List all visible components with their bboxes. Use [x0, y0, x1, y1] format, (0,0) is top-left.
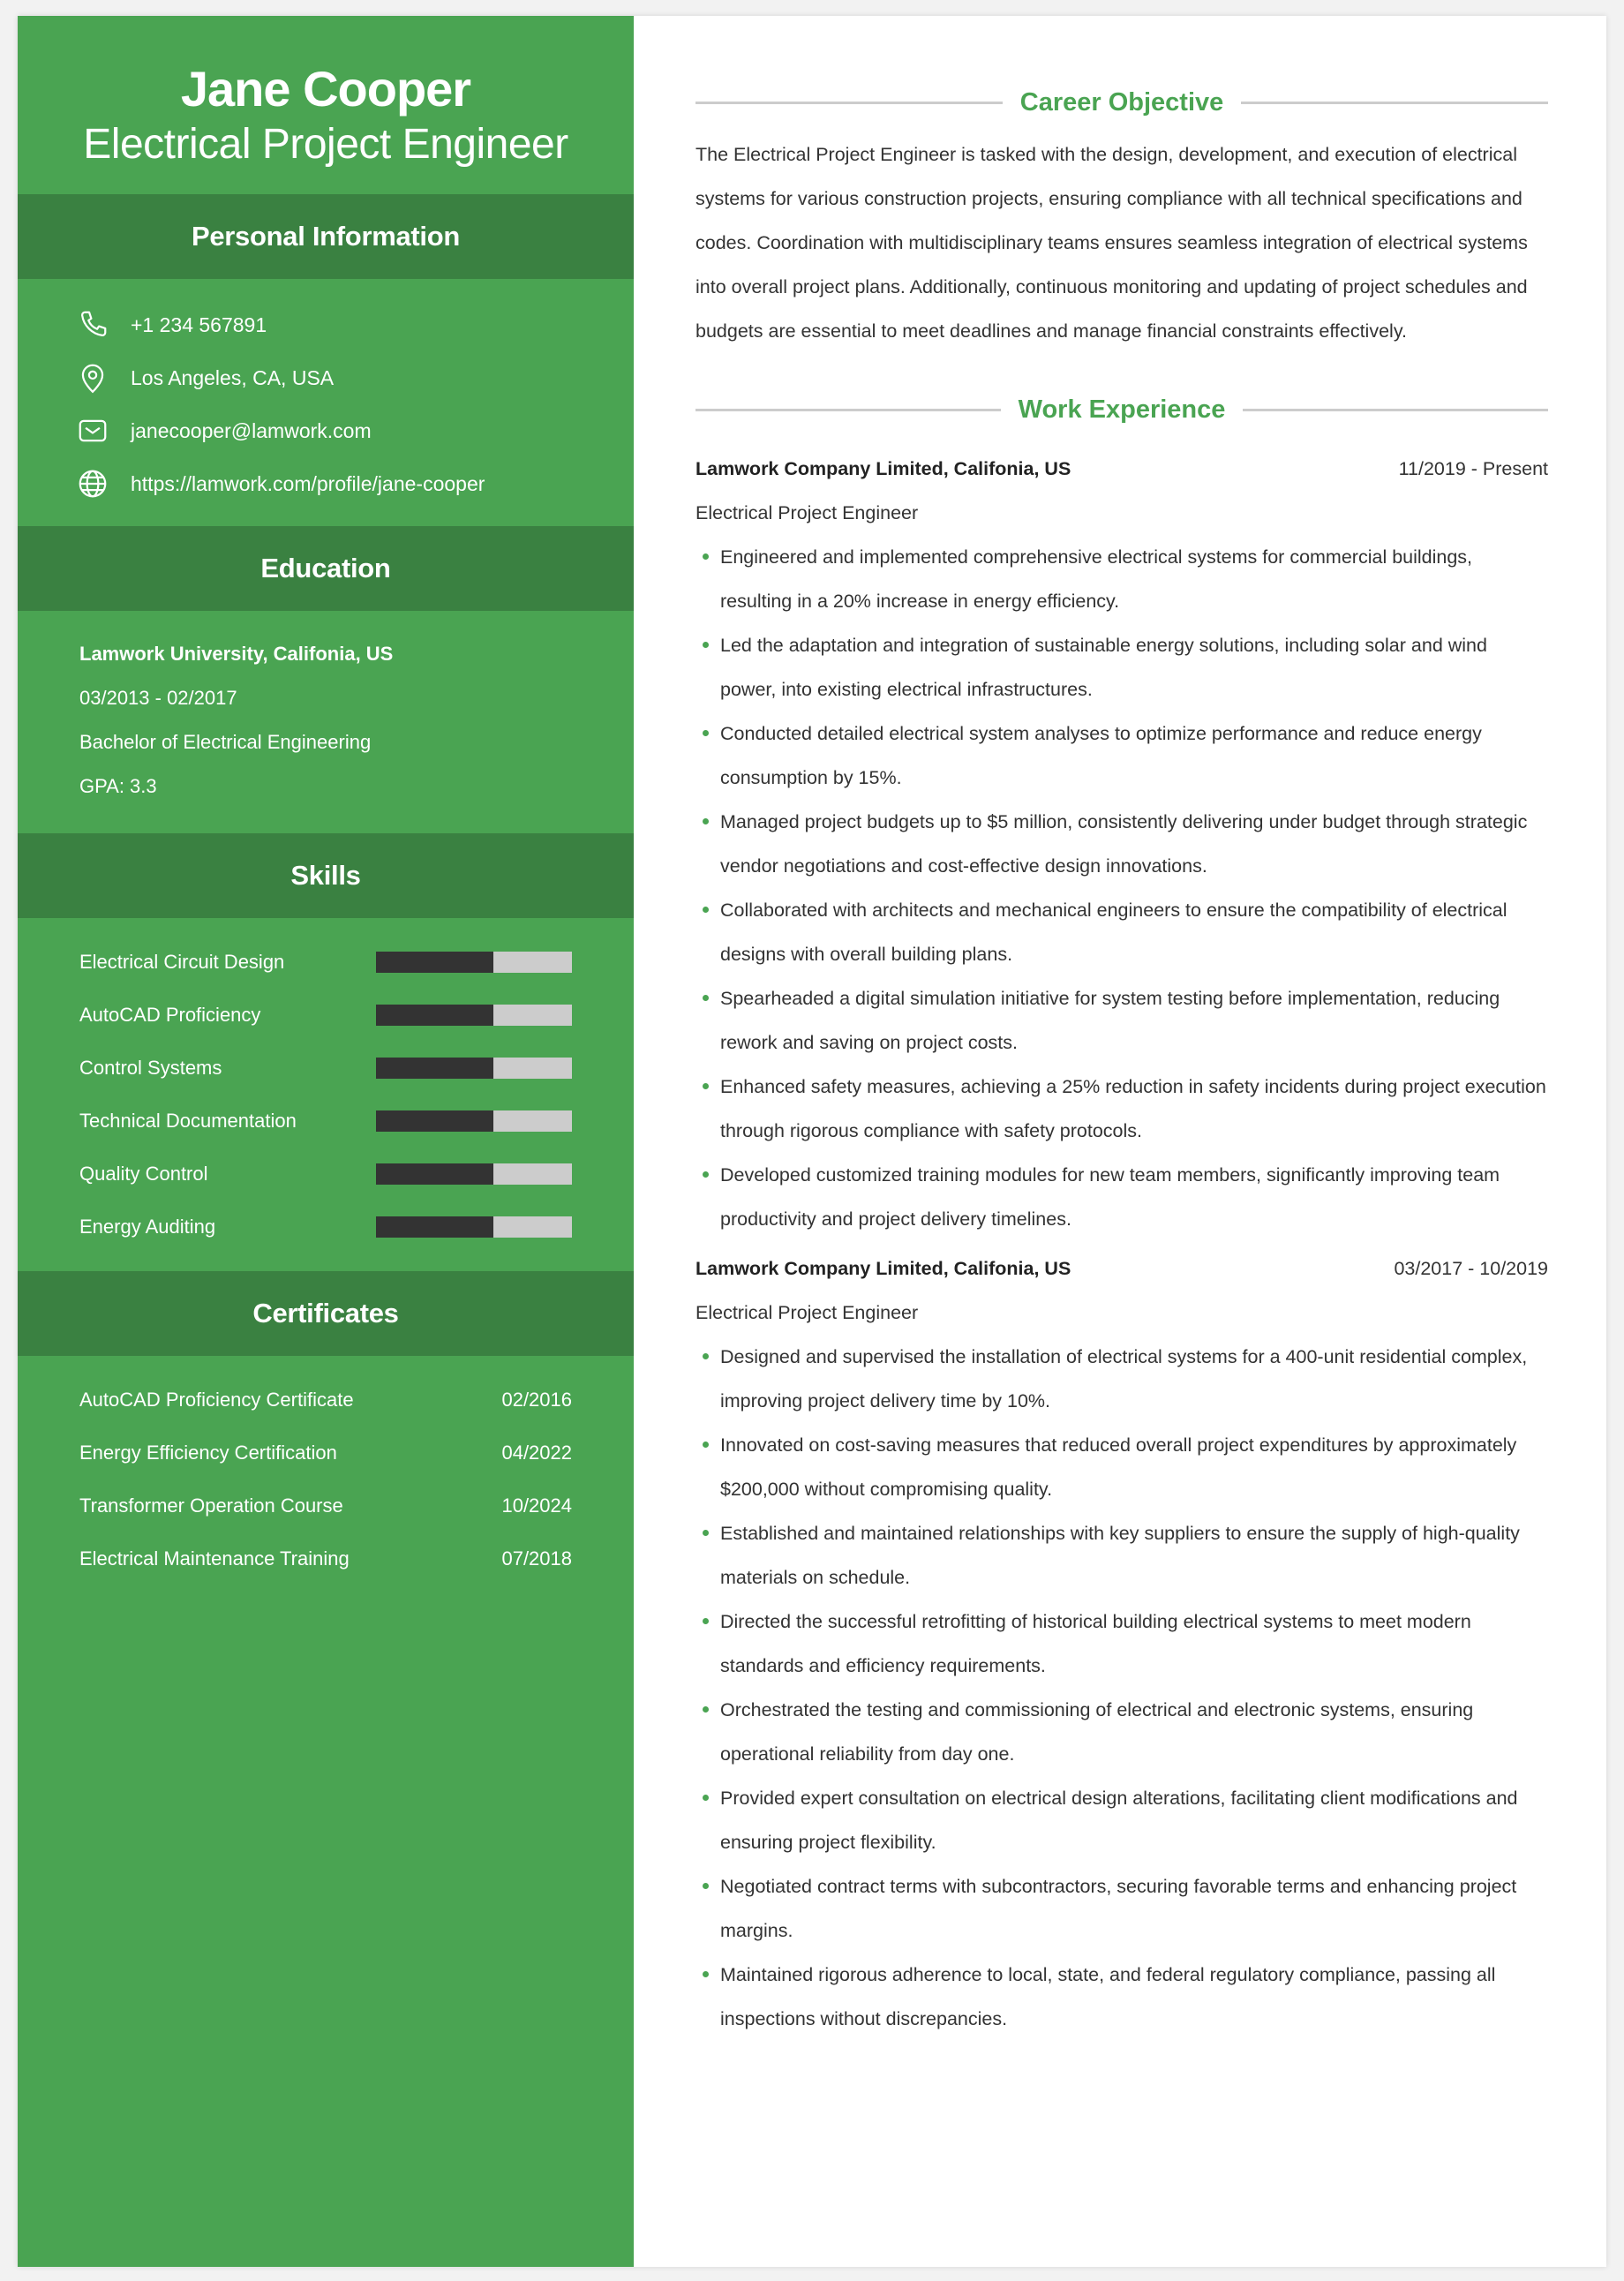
skill-item [79, 1201, 572, 1253]
skill-item [79, 1095, 572, 1148]
email-value: janecooper@lamwork.com [131, 418, 372, 442]
contact-list [18, 279, 634, 526]
candidate-name: Jane Cooper [180, 61, 471, 117]
job-bullet: Designed and supervised the installation of electrical systems for a 400-unit residential complex, improving project delivery time by 10%. [695, 1335, 1548, 1423]
certificate-item [79, 1479, 572, 1532]
certificate-date: 04/2022 [501, 1442, 572, 1464]
job-bullet: Maintained rigorous adherence to local, state, and federal regulatory compliance, passing all inspections without discrepancies. [695, 1953, 1548, 2041]
contact-location [18, 351, 634, 404]
main-content [695, 16, 1548, 2041]
name-block [18, 16, 634, 194]
website-value: https://lamwork.com/profile/jane-cooper [131, 471, 485, 495]
job-header [695, 1246, 1548, 1291]
skill-name: Electrical Circuit Design [79, 951, 285, 973]
skill-level-bar [376, 1110, 572, 1132]
education-gpa: GPA: 3.3 [79, 775, 157, 797]
skill-name: Technical Documentation [79, 1110, 297, 1132]
job-bullet: Collaborated with architects and mechanical engineers to ensure the compatibility of electrical designs with overall building plans. [695, 888, 1548, 976]
job-bullet: Enhanced safety measures, achieving a 25% reduction in safety incidents during project execution through rigorous compliance with safety protocols. [695, 1065, 1548, 1153]
job-bullet: Conducted detailed electrical system analyses to optimize performance and reduce energy consumption by 15%. [695, 711, 1548, 800]
certificate-name: Energy Efficiency Certification [79, 1442, 337, 1464]
skills-heading: Skills [18, 833, 634, 918]
job-role: Electrical Project Engineer [695, 502, 919, 523]
work-experience-title: Work Experience [1018, 395, 1226, 424]
skill-item [79, 1148, 572, 1201]
job-header [695, 447, 1548, 491]
skill-level-fill [376, 952, 493, 973]
education-section [18, 611, 634, 833]
skill-level-fill [376, 1110, 493, 1132]
certificate-date: 10/2024 [501, 1494, 572, 1517]
certificate-item [79, 1427, 572, 1479]
sidebar [18, 16, 634, 2267]
phone-icon [76, 306, 113, 343]
location-pin-icon [76, 359, 113, 396]
education-dates: 03/2013 - 02/2017 [79, 687, 237, 709]
job-role: Electrical Project Engineer [695, 1302, 919, 1323]
location-value: Los Angeles, CA, USA [131, 365, 335, 389]
certificate-name: Transformer Operation Course [79, 1494, 343, 1517]
job-bullet: Provided expert consultation on electrical design alterations, facilitating client modifications and ensuring project flexibility. [695, 1776, 1548, 1864]
contact-email [18, 404, 634, 457]
job-bullets [695, 535, 1548, 1241]
skill-level-fill [376, 1163, 493, 1185]
resume-page [18, 16, 1606, 2267]
certificates-heading: Certificates [18, 1271, 634, 1356]
career-objective-heading [695, 85, 1548, 120]
job-dates: 03/2017 - 10/2019 [1394, 1258, 1548, 1279]
skill-level-fill [376, 1005, 493, 1026]
job-bullet: Engineered and implemented comprehensive electrical systems for commercial buildings, resulting in a 20% increase in energy efficiency. [695, 535, 1548, 623]
job-entry [695, 1246, 1548, 2041]
contact-phone [18, 298, 634, 351]
skill-level-bar [376, 1163, 572, 1185]
certificate-date: 02/2016 [501, 1389, 572, 1411]
work-experience-heading [695, 392, 1548, 427]
certificate-item [79, 1532, 572, 1585]
certificate-name: AutoCAD Proficiency Certificate [79, 1389, 354, 1411]
skill-name: Control Systems [79, 1057, 222, 1079]
skill-level-bar [376, 1005, 572, 1026]
personal-info-heading: Personal Information [18, 194, 634, 279]
job-bullet: Orchestrated the testing and commissioning of electrical and electronic systems, ensuring operational reliability from day one. [695, 1688, 1548, 1776]
job-company: Lamwork Company Limited, Califonia, US [695, 1258, 1071, 1279]
skill-item [79, 1042, 572, 1095]
career-objective-text: The Electrical Project Engineer is tasked with the design, development, and execution of electrical systems for various construction projects, ensuring compliance with all technical specifications and codes. Coordination with multidisciplinary teams ensures seamless integration of electrical systems into overall project plans. Additionally, continuous monitoring and updating of project schedules and budgets are essential to meet deadlines and manage financial constraints effectively. [695, 144, 1528, 342]
job-company: Lamwork Company Limited, Califonia, US [695, 458, 1071, 479]
job-entry [695, 447, 1548, 1241]
skills-list [18, 918, 634, 1271]
contact-website [18, 457, 634, 510]
job-dates: 11/2019 - Present [1398, 458, 1548, 479]
job-bullet: Developed customized training modules for new team members, significantly improving team productivity and project delivery timelines. [695, 1153, 1548, 1241]
skill-name: AutoCAD Proficiency [79, 1004, 261, 1026]
job-bullet: Established and maintained relationships with key suppliers to ensure the supply of high-quality materials on schedule. [695, 1511, 1548, 1600]
job-bullet: Spearheaded a digital simulation initiative for system testing before implementation, reducing rework and saving on project costs. [695, 976, 1548, 1065]
education-school: Lamwork University, Califonia, US [79, 643, 394, 665]
job-bullet: Managed project budgets up to $5 million, consistently delivering under budget through strategic vendor negotiations and cost-effective design innovations. [695, 800, 1548, 888]
globe-icon [76, 465, 113, 502]
skill-item [79, 936, 572, 989]
skill-level-bar [376, 1216, 572, 1238]
heading-rule-left [695, 409, 1001, 411]
skill-name: Energy Auditing [79, 1216, 216, 1238]
skill-level-bar [376, 952, 572, 973]
mail-icon [76, 412, 113, 449]
heading-rule-left [695, 102, 1003, 104]
skill-level-bar [376, 1058, 572, 1079]
job-bullet: Negotiated contract terms with subcontractors, securing favorable terms and enhancing project margins. [695, 1864, 1548, 1953]
skill-item [79, 989, 572, 1042]
career-objective-title: Career Objective [1019, 87, 1224, 117]
job-bullet: Led the adaptation and integration of sustainable energy solutions, including solar and wind power, into existing electrical infrastructures. [695, 623, 1548, 711]
skill-level-fill [376, 1058, 493, 1079]
certificate-item [79, 1374, 572, 1427]
heading-rule-right [1241, 102, 1548, 104]
education-degree: Bachelor of Electrical Engineering [79, 731, 372, 753]
job-bullet: Directed the successful retrofitting of historical building electrical systems to meet modern standards and efficiency requirements. [695, 1600, 1548, 1688]
skill-level-fill [376, 1216, 493, 1238]
certificate-name: Electrical Maintenance Training [79, 1547, 350, 1570]
phone-value: +1 234 567891 [131, 312, 267, 336]
heading-rule-right [1243, 409, 1548, 411]
skill-name: Quality Control [79, 1163, 208, 1185]
job-bullets [695, 1335, 1548, 2041]
job-bullet: Innovated on cost-saving measures that reduced overall project expenditures by approximately $200,000 without compromising quality. [695, 1423, 1548, 1511]
certificate-date: 07/2018 [501, 1547, 572, 1570]
certificates-list [18, 1356, 634, 1603]
education-heading: Education [18, 526, 634, 611]
candidate-title: Electrical Project Engineer [83, 120, 568, 168]
